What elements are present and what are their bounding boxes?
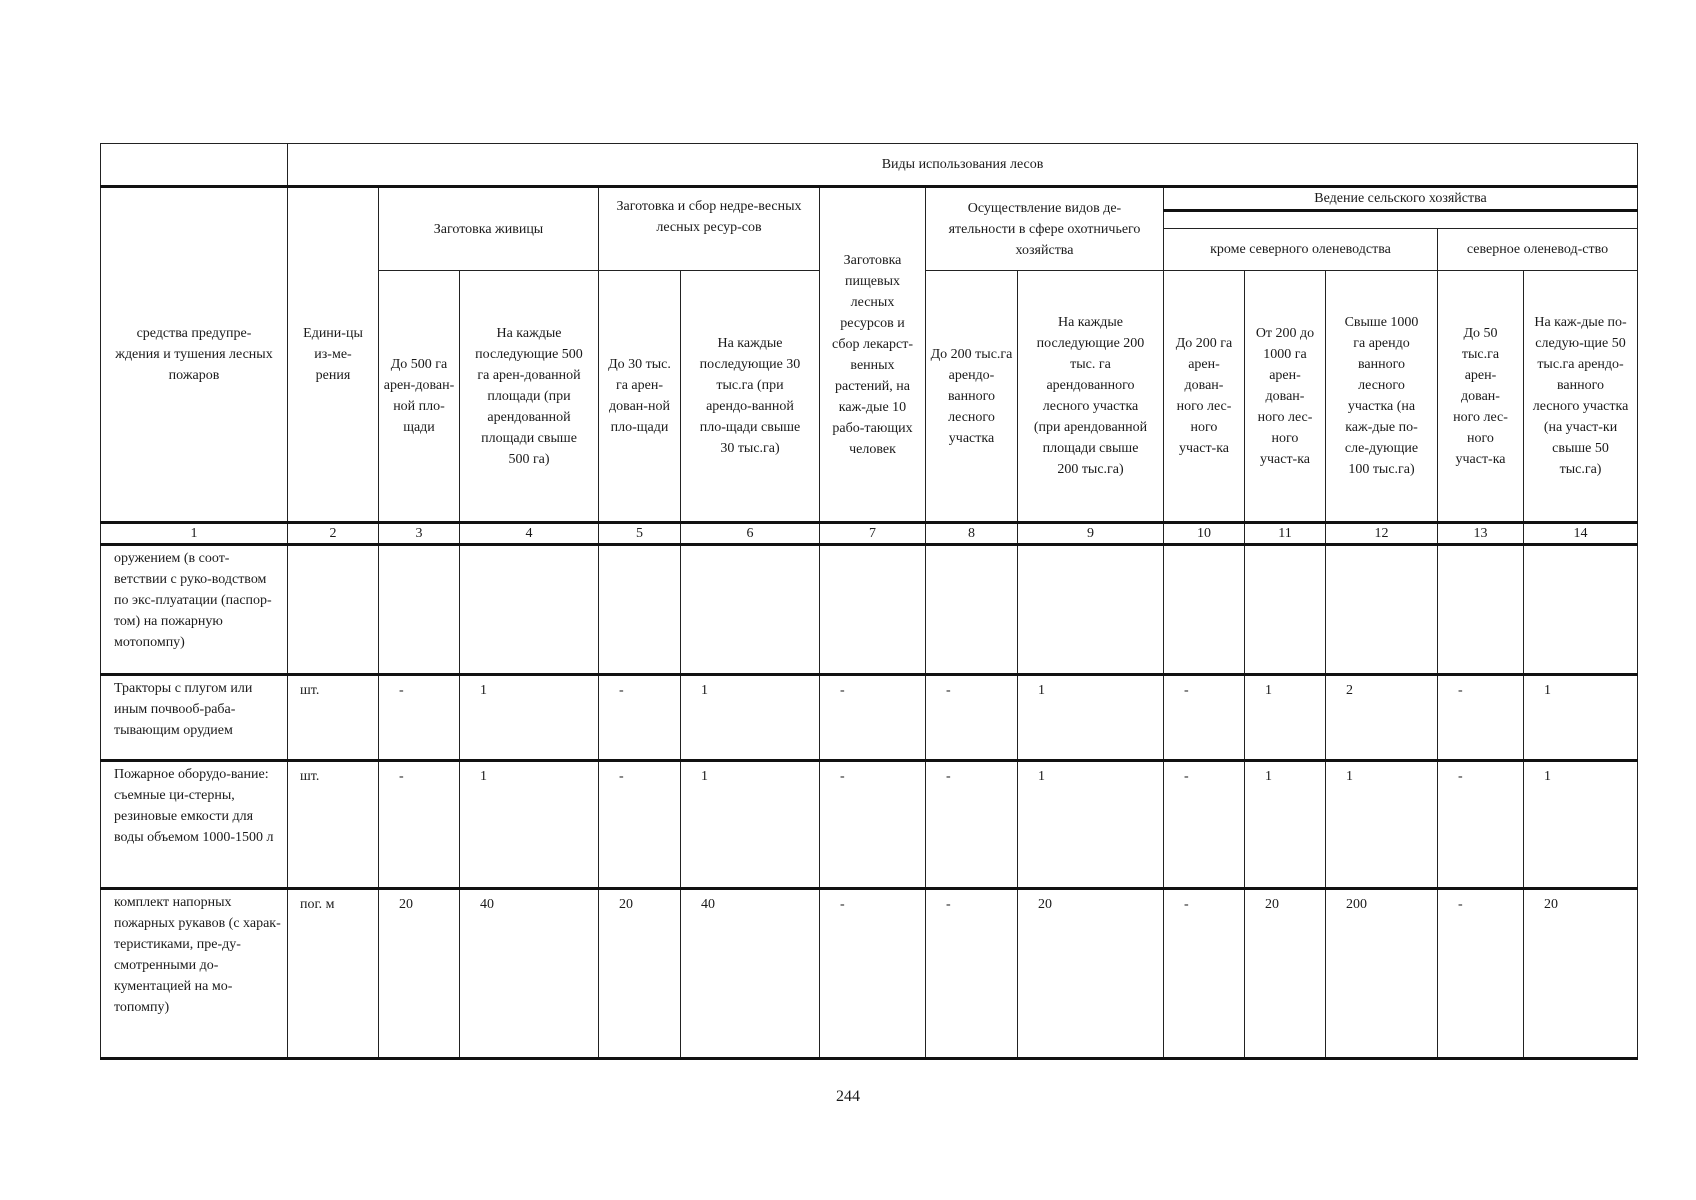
equipment-name: Пожарное оборудо-вание: съемные ци-стерны, резиновые емкости для воды объемом 1000-1500 л [101,761,288,889]
value-cell [1245,545,1326,675]
value-cell [820,545,926,675]
value-cell: - [1438,675,1524,761]
value-cell: - [1164,761,1245,889]
value-cell: 1 [1018,761,1164,889]
header-row-2 [101,187,1638,211]
value-cell [599,545,681,675]
equipment-name: оружением (в соот-ветствии с руко-водством по экс-плуатации (паспор-том) на пожарную мотопомпу) [101,545,288,675]
resin-group-header: Заготовка живицы [379,187,599,271]
value-cell: 40 [681,889,820,1059]
value-cell: 1 [1245,675,1326,761]
value-cell: 1 [1524,761,1638,889]
value-cell: 40 [460,889,599,1059]
value-cell [1164,545,1245,675]
header-row-1 [101,144,1638,187]
value-cell: 1 [1524,675,1638,761]
col-13-header: До 50 тыс.га арен-дован-ного лес-ного участ-ка [1438,271,1524,523]
norms-table [100,143,1638,1060]
col-14-header: На каж-дые по-следую-щие 50 тыс.га арендо-ванного лесного участка (на участ-ки свыше 50 тыс.га) [1524,271,1638,523]
value-cell: 20 [379,889,460,1059]
forest-fire-equipment-table [100,143,1637,1060]
value-cell: 1 [1326,761,1438,889]
agriculture-spacer-cell [1164,211,1638,229]
value-cell [379,545,460,675]
value-cell: - [599,761,681,889]
equipment-name: Тракторы с плугом или иным почвооб-раба-тывающим орудием [101,675,288,761]
forest-use-types-header: Виды использования лесов [288,144,1638,187]
col-12-header: Свыше 1000 га арендо ванного лесного участка (на каж-дые по-сле-дующие 100 тыс.га) [1326,271,1438,523]
column-number: 5 [599,523,681,545]
value-cell: - [1438,761,1524,889]
equipment-name: комплект напорных пожарных рукавов (с харак-теристиками, пре-ду-смотренными до-кументацией на мо-топомпу) [101,889,288,1059]
table-row [101,761,1638,889]
value-cell: - [820,761,926,889]
value-cell: - [926,675,1018,761]
food-resources-header: Заготовка пищевых лесных ресурсов и сбор лекарст-венных растений, на каж-дые 10 рабо-тающих человек [820,187,926,523]
value-cell: - [820,889,926,1059]
unit-cell: шт. [288,675,379,761]
value-cell [460,545,599,675]
agriculture-group-header: Ведение сельского хозяйства [1164,187,1638,211]
column-number: 1 [101,523,288,545]
value-cell: - [820,675,926,761]
value-cell: 1 [681,761,820,889]
column-number: 14 [1524,523,1638,545]
value-cell: 1 [681,675,820,761]
means-column-header: средства предупре-ждения и тушения лесных пожаров [101,187,288,523]
header-empty-cell [101,144,288,187]
value-cell: 1 [1245,761,1326,889]
value-cell: - [1164,889,1245,1059]
non-timber-group-header: Заготовка и сбор недре-весных лесных ресур-сов [599,187,820,271]
value-cell [1326,545,1438,675]
value-cell: - [379,675,460,761]
value-cell [926,545,1018,675]
value-cell: 2 [1326,675,1438,761]
value-cell: - [926,889,1018,1059]
value-cell: 1 [1018,675,1164,761]
value-cell [1524,545,1638,675]
col-6-header: На каждые последующие 30 тыс.га (при арендо-ванной пло-щади свыше 30 тыс.га) [681,271,820,523]
reindeer-header: северное оленевод-ство [1438,229,1638,271]
table-row [101,889,1638,1059]
column-number: 13 [1438,523,1524,545]
value-cell: 1 [460,761,599,889]
except-reindeer-header: кроме северного оленеводства [1164,229,1438,271]
column-number: 10 [1164,523,1245,545]
value-cell: 20 [1018,889,1164,1059]
value-cell [1438,545,1524,675]
value-cell: 200 [1326,889,1438,1059]
col-11-header: От 200 до 1000 га арен-дован-ного лес-ного участ-ка [1245,271,1326,523]
col-10-header: До 200 га арен-дован-ного лес-ного участ-ка [1164,271,1245,523]
column-number: 2 [288,523,379,545]
column-number: 8 [926,523,1018,545]
table-row [101,545,1638,675]
column-number: 4 [460,523,599,545]
table-row [101,675,1638,761]
value-cell: 20 [1524,889,1638,1059]
value-cell: - [599,675,681,761]
page-number: 244 [836,1088,860,1105]
value-cell: 20 [1245,889,1326,1059]
col-3-header: До 500 га арен-дован-ной пло-щади [379,271,460,523]
value-cell: - [926,761,1018,889]
column-number: 6 [681,523,820,545]
value-cell: 20 [599,889,681,1059]
column-number: 12 [1326,523,1438,545]
column-numbers-row [101,523,1638,545]
col-4-header: На каждые последующие 500 га арен-дованной площади (при арендованной площади свыше 500 га) [460,271,599,523]
unit-cell [288,545,379,675]
col-5-header: До 30 тыс. га арен-дован-ной пло-щади [599,271,681,523]
value-cell [681,545,820,675]
column-number: 3 [379,523,460,545]
value-cell [1018,545,1164,675]
value-cell: - [1438,889,1524,1059]
hunting-group-header: Осуществление видов де-ятельности в сфере охотничьего хозяйства [926,187,1164,271]
value-cell: - [1164,675,1245,761]
units-column-header: Едини-цы из-ме-рения [288,187,379,523]
col-9-header: На каждые последующие 200 тыс. га арендованного лесного участка (при арендованной площади свыше 200 тыс.га) [1018,271,1164,523]
column-number: 7 [820,523,926,545]
column-number: 11 [1245,523,1326,545]
col-8-header: До 200 тыс.га арендо-ванного лесного участка [926,271,1018,523]
value-cell: 1 [460,675,599,761]
value-cell: - [379,761,460,889]
column-number: 9 [1018,523,1164,545]
unit-cell: шт. [288,761,379,889]
unit-cell: пог. м [288,889,379,1059]
